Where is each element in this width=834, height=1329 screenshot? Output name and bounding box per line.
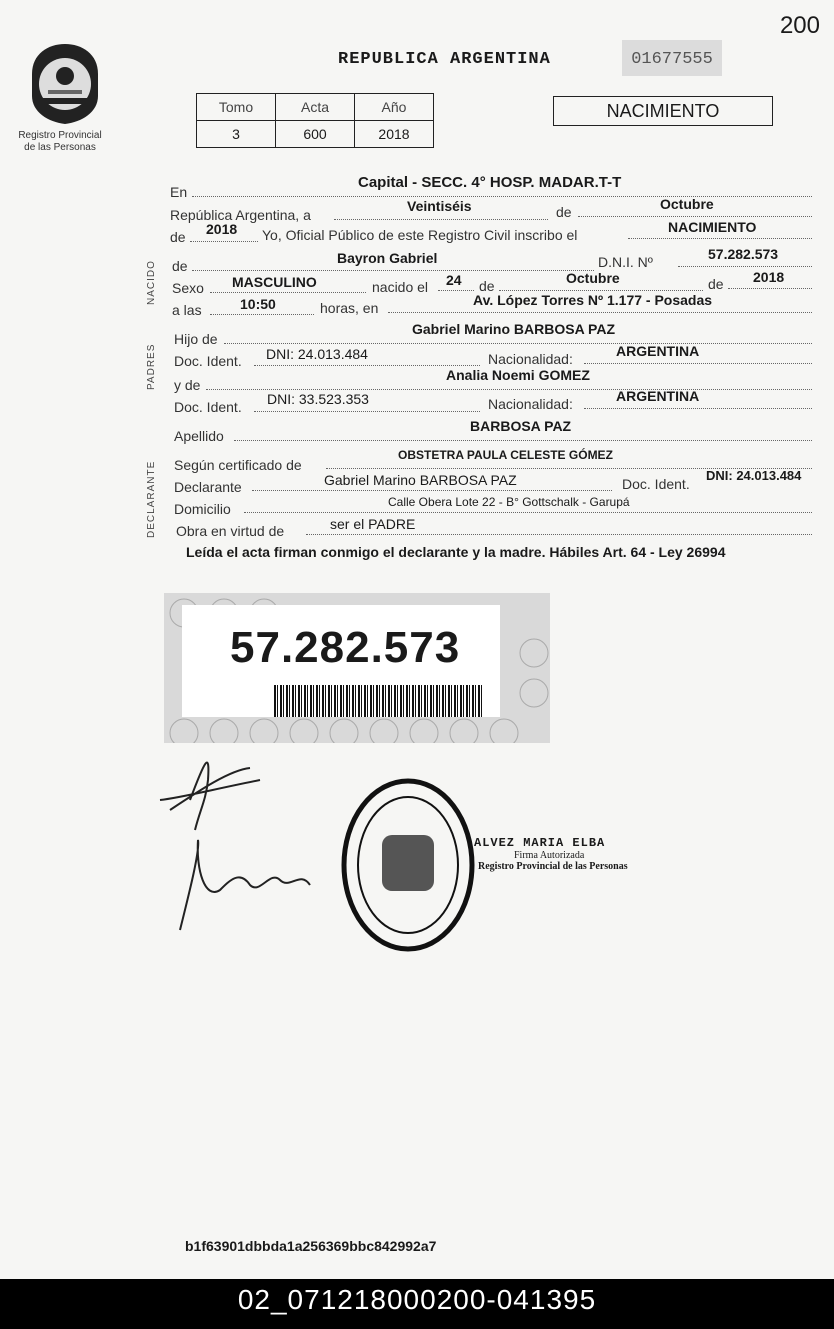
barcode	[274, 685, 482, 717]
stamp-name: ALVEZ MARIA ELBA	[474, 836, 606, 850]
signature-stamp	[474, 836, 628, 872]
acta-value: 600	[276, 121, 355, 148]
label-y-de: y de	[174, 377, 201, 393]
registration-month: Octubre	[660, 196, 714, 212]
label-domicilio: Domicilio	[174, 501, 231, 517]
stamp-registry: Registro Provincial de las Personas	[478, 861, 628, 872]
mother-document: DNI: 33.523.353	[267, 391, 369, 407]
registration-year: 2018	[206, 221, 238, 237]
label-nacionalidad-2: Nacionalidad:	[488, 396, 573, 412]
stamp-role: Firma Autorizada	[514, 850, 585, 861]
father-document: DNI: 24.013.484	[266, 346, 368, 362]
label-declarante: Declarante	[174, 479, 242, 495]
label-doc-ident-1: Doc. Ident.	[174, 353, 242, 369]
declarant-document: DNI: 24.013.484	[706, 468, 802, 483]
tomo-value: 3	[197, 121, 276, 148]
child-name: Bayron Gabriel	[337, 250, 438, 266]
declarant-name: Gabriel Marino BARBOSA PAZ	[324, 472, 517, 488]
father-nationality: ARGENTINA	[616, 343, 700, 359]
mother-name: Analia Noemi GOMEZ	[446, 367, 590, 383]
label-de-1: de	[556, 204, 572, 220]
section-declarante: DECLARANTE	[146, 460, 157, 538]
anio-header: Año	[355, 94, 434, 121]
dni-card-inner	[182, 605, 500, 717]
label-yo: Yo, Oficial Público de este Registro Civil inscribo el	[262, 227, 578, 243]
label-nacionalidad-1: Nacionalidad:	[488, 351, 573, 367]
declarant-address: Calle Obera Lote 22 - B° Gottschalk - Garupá	[388, 495, 630, 509]
page-number: 200	[779, 12, 820, 39]
birth-place: Capital - SECC. 4° HOSP. MADAR.T-T	[358, 174, 622, 191]
signature-registrar	[150, 740, 330, 940]
mother-nationality: ARGENTINA	[616, 388, 700, 404]
father-name: Gabriel Marino BARBOSA PAZ	[412, 321, 616, 337]
anio-value: 2018	[355, 121, 434, 148]
act-type-box: NACIMIENTO	[553, 96, 773, 126]
logo-caption: Registro Provincial de las Personas	[18, 130, 102, 153]
tomo-header: Tomo	[197, 94, 276, 121]
birth-time: 10:50	[240, 296, 276, 312]
province-seal-logo	[22, 40, 108, 126]
label-nacido-el: nacido el	[372, 279, 429, 295]
document-title: REPUBLICA ARGENTINA	[338, 50, 551, 69]
serial-number: 01677555	[622, 40, 722, 76]
label-segun: Según certificado de	[174, 457, 302, 473]
birth-day: 24	[446, 272, 462, 288]
register-table	[196, 93, 434, 148]
birth-year: 2018	[753, 269, 785, 285]
dni-card-number: 57.282.573	[230, 623, 461, 672]
label-de-4: de	[479, 278, 495, 294]
label-doc-ident-2: Doc. Ident.	[174, 399, 242, 415]
child-sex: MASCULINO	[232, 274, 317, 290]
birth-month: Octubre	[566, 270, 620, 286]
registration-day: Veintiséis	[407, 198, 472, 214]
label-doc-ident-3: Doc. Ident.	[622, 476, 690, 492]
label-de-3: de	[172, 258, 188, 274]
label-de-2: de	[170, 229, 186, 245]
child-dni: 57.282.573	[708, 246, 779, 262]
section-nacido: NACIDO	[146, 260, 157, 305]
registration-type: NACIMIENTO	[668, 219, 757, 235]
label-republica: República Argentina, a	[170, 207, 311, 223]
label-dni: D.N.I. Nº	[598, 254, 653, 270]
official-seal-stamp	[338, 775, 478, 955]
acta-header: Acta	[276, 94, 355, 121]
surname: BARBOSA PAZ	[470, 418, 572, 434]
label-de-5: de	[708, 276, 724, 292]
label-hijo-de: Hijo de	[174, 331, 218, 347]
label-apellido: Apellido	[174, 428, 224, 444]
dni-number-card	[164, 593, 550, 743]
label-en: En	[170, 184, 188, 200]
label-sexo: Sexo	[172, 280, 204, 296]
closing-note: Leída el acta firman conmigo el declarante y la madre. Hábiles Art. 64 - Ley 26994	[186, 544, 726, 560]
section-padres: PADRES	[146, 343, 157, 390]
label-obra: Obra en virtud de	[176, 523, 285, 539]
label-horas-en: horas, en	[320, 300, 379, 316]
declarant-capacity: ser el PADRE	[330, 516, 416, 532]
birth-address: Av. López Torres Nº 1.177 - Posadas	[473, 292, 713, 308]
label-a-las: a las	[172, 302, 202, 318]
document-hash: b1f63901dbbda1a256369bbc842992a7	[185, 1238, 437, 1254]
footer-code: 02_071218000200-041395	[237, 1284, 597, 1315]
certificate-issuer: OBSTETRA PAULA CELESTE GÓMEZ	[398, 448, 613, 462]
